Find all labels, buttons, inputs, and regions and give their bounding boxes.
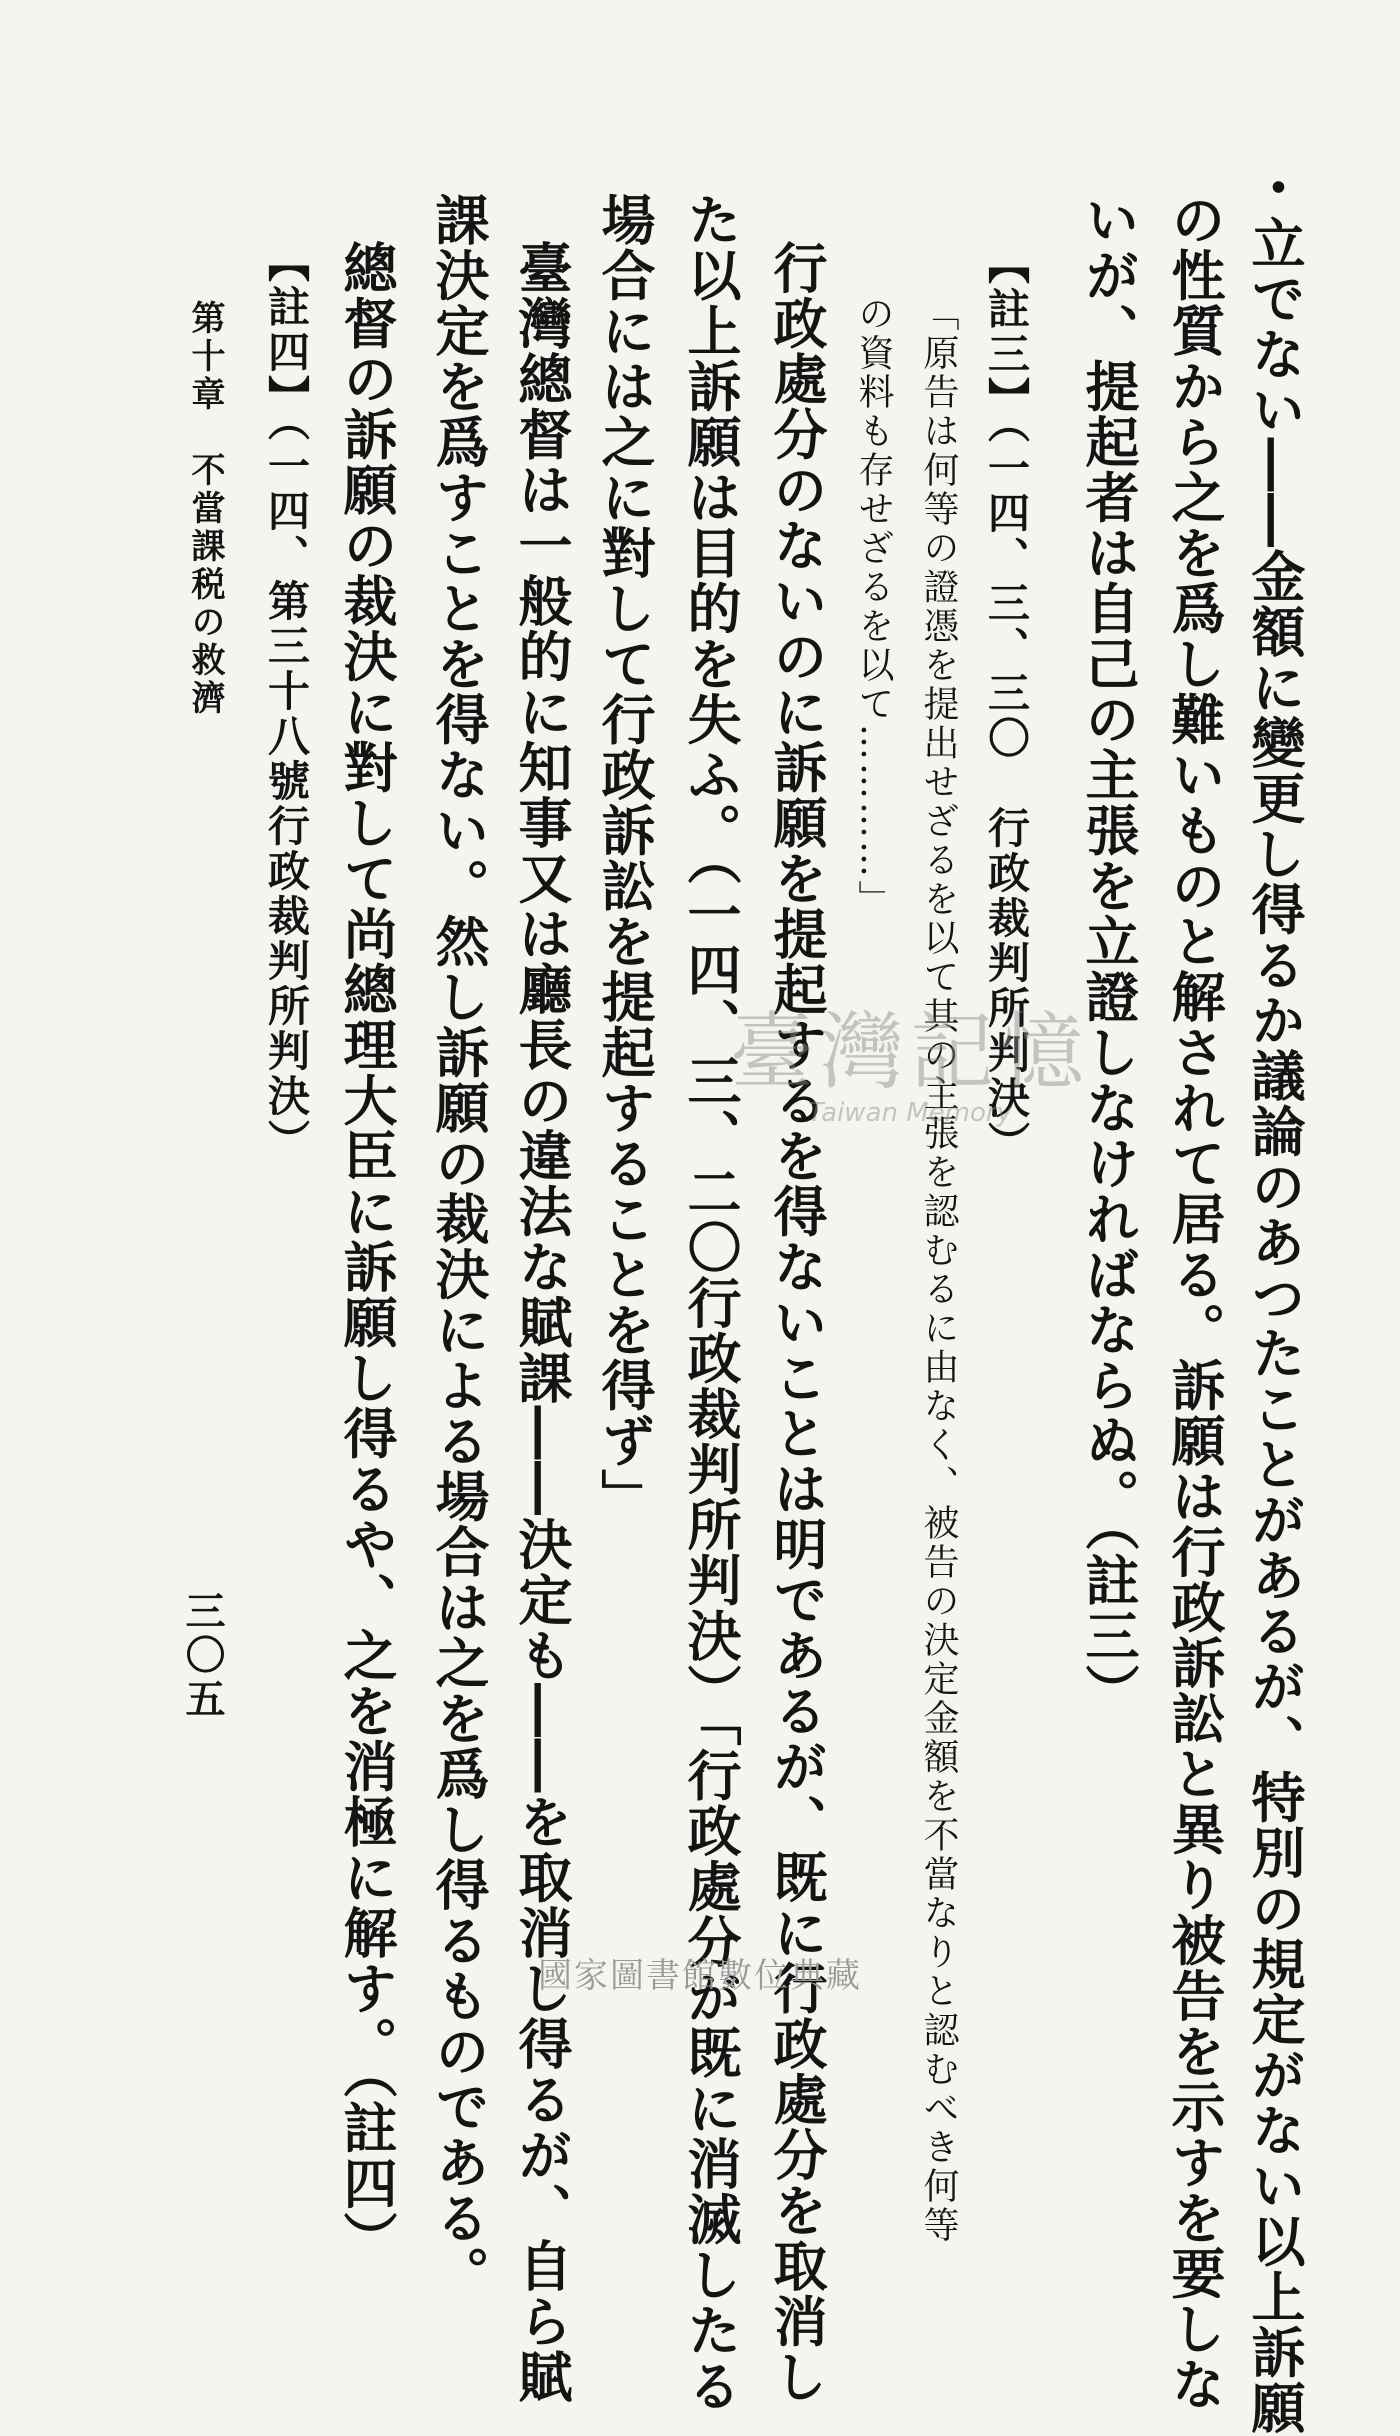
watermark-title: 臺灣記憶 — [729, 1003, 1090, 1101]
text-column-3: いが、提起者は自己の主張を立證しなければならぬ。（註三） — [1077, 192, 1141, 1719]
note-4-heading: 【註四】（一四、第三十八號行政裁判所判決） — [262, 240, 311, 1164]
text-column-8: 課決定を爲すことを得ない。然し訴願の裁決による場合は之を爲し得るものである。 — [427, 192, 491, 2301]
text-column-5: た以上訴願は目的を失ふ。（一四、三、二〇行政裁判所判決）「行政處分が既に消滅したる — [679, 192, 743, 2414]
library-caption: 國家圖書館數位典藏 — [538, 1956, 862, 1996]
text-column-1: ・立でない――金額に變更し得るか議論のあつたことがあるが、特別の規定がない以上訴願 — [1243, 160, 1307, 2436]
text-column-2: の性質から之を爲し難いものと解されて居る。訴願は行政訴訟と異り被告を示すを要しな — [1163, 192, 1227, 2412]
text-column-7: 臺灣總督は一般的に知事又は廳長の違法な賦課――決定も――を取消し得るが、自ら賦 — [510, 240, 574, 2405]
watermark-subtitle: Taiwan Memory — [808, 1098, 1012, 1128]
text-column-9: 總督の訴願の裁決に對して尚總理大臣に訴願し得るや、之を消極に解す。（註四） — [335, 240, 399, 2267]
note-3-quote-line-1: 「原告は何等の證憑を提出せざるを以て其の主張を認むるに由なく、被告の決定金額を不當なりと認むべき何等 — [918, 295, 959, 2245]
page-number: 三〇五 — [179, 1590, 226, 1722]
note-3-heading: 【註三】（一四、三、三〇 行政裁判所判決） — [982, 242, 1031, 1166]
taiwan-memory-watermark — [700, 1003, 1120, 1140]
chapter-footer: 第十章 不當課税の救濟 — [185, 300, 225, 718]
text-column-6: 場合には之に對して行政訴訟を提起することを得ず」 — [593, 192, 657, 1524]
text-column-4: 行政處分のないのに訴願を提起するを得ないことは明であるが、既に行政處分を取消し — [765, 240, 829, 2405]
note-3-quote-line-2: の資料も存せざるを以て…………」 — [853, 295, 894, 919]
